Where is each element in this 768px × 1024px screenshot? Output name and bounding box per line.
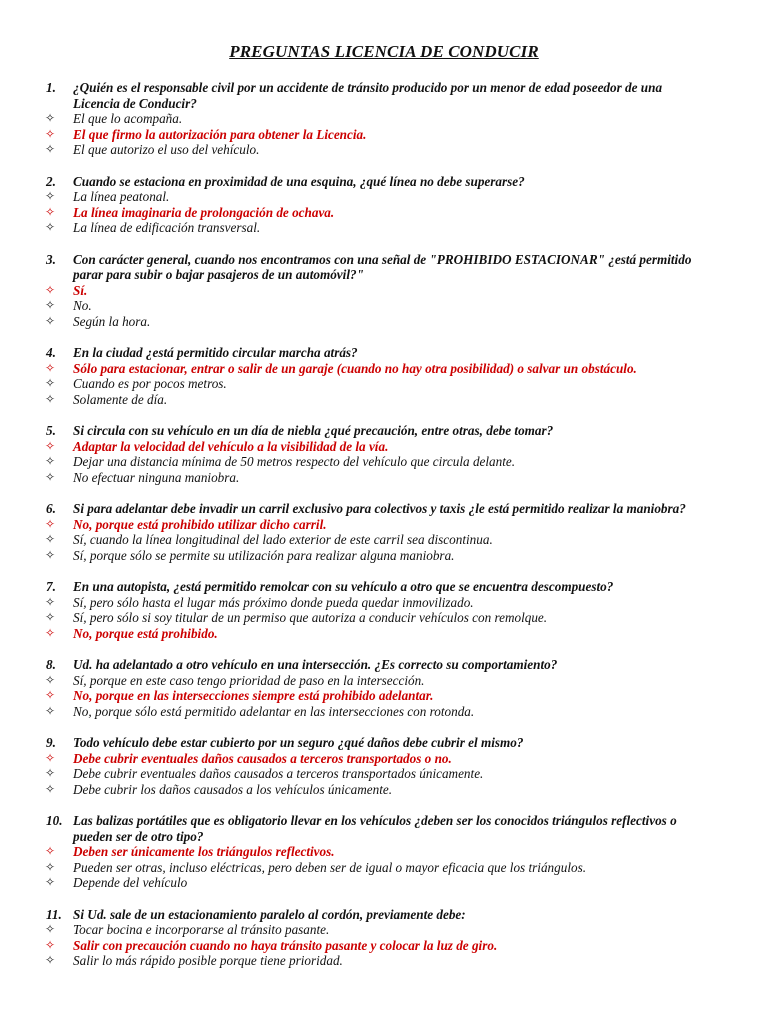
star-bullet-icon: ✧ — [45, 313, 56, 328]
document-title: PREGUNTAS LICENCIA DE CONDUCIR — [229, 42, 539, 61]
question-item — [0, 345, 768, 407]
answer-text: Dejar una distancia mínima de 50 metros respecto del vehículo que circula delante. — [73, 454, 516, 469]
answer-option — [0, 922, 768, 938]
answer-option — [0, 595, 768, 611]
star-bullet-icon: ✧ — [45, 516, 56, 531]
answer-option — [0, 548, 768, 564]
answer-option-correct — [0, 844, 768, 860]
answer-option — [0, 470, 768, 486]
answer-text: El que firmo la autorización para obtener la Licencia. — [73, 126, 367, 142]
answer-text: Sí, porque en este caso tengo prioridad de paso en la intersección. — [73, 672, 425, 688]
question-body: Si circula con su vehículo en un día de niebla ¿qué precaución, entre otras, debe tomar? — [73, 423, 554, 438]
star-bullet-icon: ✧ — [45, 766, 56, 780]
answer-option-correct — [0, 517, 768, 533]
star-bullet-icon: ✧ — [45, 610, 56, 624]
answer-text: La línea de edificación transversal. — [73, 220, 261, 235]
star-bullet-icon: ✧ — [45, 376, 56, 390]
star-bullet-icon: ✧ — [45, 688, 56, 702]
question-item — [0, 423, 768, 485]
answer-option — [0, 704, 768, 720]
answer-option — [0, 376, 768, 392]
star-bullet-icon: ✧ — [45, 532, 56, 546]
star-bullet-icon: ✧ — [45, 220, 56, 234]
answer-option — [0, 532, 768, 548]
question-text — [0, 907, 768, 923]
question-text — [0, 252, 768, 283]
answer-text: Adaptar la velocidad del vehículo a la visibilidad de la vía. — [73, 438, 389, 454]
answer-option-correct — [0, 283, 768, 299]
question-item — [0, 907, 768, 969]
question-item — [0, 735, 768, 797]
star-bullet-icon: ✧ — [45, 282, 56, 297]
star-bullet-icon: ✧ — [45, 111, 56, 125]
answer-option — [0, 454, 768, 470]
answer-text: Sí, pero sólo si soy titular de un permiso que autoriza a conducir vehículos con remolque. — [73, 610, 548, 625]
star-bullet-icon: ✧ — [45, 142, 56, 156]
star-bullet-icon: ✧ — [45, 454, 56, 468]
star-bullet-icon: ✧ — [45, 953, 56, 967]
question-number: 2. — [46, 173, 56, 189]
answer-option — [0, 673, 768, 689]
answer-text: No. — [73, 298, 92, 313]
question-item — [0, 579, 768, 641]
answer-option-correct — [0, 205, 768, 221]
question-body: Ud. ha adelantado a otro vehículo en una intersección. ¿Es correcto su comportamiento? — [73, 657, 558, 672]
answer-option — [0, 875, 768, 891]
answer-text: Depende del vehículo — [73, 875, 188, 890]
answer-text: Salir lo más rápido posible porque tiene prioridad. — [73, 953, 343, 968]
answer-option-correct — [0, 688, 768, 704]
answer-option — [0, 953, 768, 969]
answer-option-correct — [0, 439, 768, 455]
answer-text: Sí, pero sólo hasta el lugar más próximo donde pueda quedar inmovilizado. — [73, 594, 474, 610]
answer-text: La línea peatonal. — [73, 189, 170, 204]
answer-option — [0, 111, 768, 127]
question-number: 5. — [46, 423, 56, 438]
question-number: 7. — [46, 579, 56, 594]
star-bullet-icon: ✧ — [45, 859, 56, 874]
answer-text: No, porque está prohibido utilizar dicho carril. — [73, 516, 327, 532]
star-bullet-icon: ✧ — [45, 469, 56, 484]
answer-text: La línea imaginaria de prolongación de ochava. — [73, 204, 335, 220]
question-body: Cuando se estaciona en proximidad de una esquina, ¿qué línea no debe superarse? — [73, 173, 525, 189]
star-bullet-icon: ✧ — [45, 750, 56, 765]
question-number: 3. — [46, 251, 56, 267]
question-body: En la ciudad ¿está permitido circular marcha atrás? — [73, 345, 358, 360]
answer-option — [0, 392, 768, 408]
question-body: Las balizas portátiles que es obligatorio llevar en los vehículos ¿deben ser los conocidos triángulos reflectivos o pueden ser de otro tipo? — [73, 813, 677, 844]
question-body: En una autopista, ¿está permitido remolcar con su vehículo a otro que se encuentra descompuesto? — [73, 579, 614, 594]
answer-text: No, porque en las intersecciones siempre está prohibido adelantar. — [73, 688, 434, 703]
answer-text: Cuando es por pocos metros. — [73, 376, 227, 391]
answer-text: No, porque está prohibido. — [73, 625, 218, 641]
star-bullet-icon: ✧ — [45, 360, 56, 375]
question-text — [0, 501, 768, 517]
star-bullet-icon: ✧ — [45, 547, 56, 562]
question-number: 4. — [46, 345, 56, 360]
answer-text: Debe cubrir eventuales daños causados a terceros transportados únicamente. — [73, 766, 484, 781]
answer-text: Tocar bocina e incorporarse al tránsito pasante. — [73, 922, 330, 937]
answer-option — [0, 860, 768, 876]
answer-option-correct — [0, 626, 768, 642]
star-bullet-icon: ✧ — [45, 844, 56, 858]
question-text — [0, 735, 768, 751]
answer-option — [0, 298, 768, 314]
answer-option — [0, 610, 768, 626]
star-bullet-icon: ✧ — [45, 298, 56, 312]
question-number: 10. — [46, 813, 63, 828]
question-number: 6. — [46, 501, 56, 516]
question-number: 11. — [46, 906, 62, 922]
question-text — [0, 579, 768, 595]
answer-text: No, porque sólo está permitido adelantar en las intersecciones con rotonda. — [73, 703, 475, 719]
star-bullet-icon: ✧ — [45, 594, 56, 609]
star-bullet-icon: ✧ — [45, 875, 56, 889]
question-item — [0, 813, 768, 891]
question-body: Con carácter general, cuando nos encontramos con una señal de "PROHIBIDO ESTACIONAR" ¿está permitido parar para subir o bajar pasajeros de un automóvil?" — [73, 251, 692, 282]
answer-text: El que lo acompaña. — [73, 111, 183, 126]
star-bullet-icon: ✧ — [45, 204, 56, 219]
answer-text: Debe cubrir los daños causados a los vehículos únicamente. — [73, 781, 393, 797]
question-list — [0, 80, 768, 985]
answer-text: Pueden ser otras, incluso eléctricas, pero deben ser de igual o mayor eficacia que los triángulos. — [73, 859, 587, 875]
answer-text: Deben ser únicamente los triángulos reflectivos. — [73, 844, 335, 859]
answer-option — [0, 189, 768, 205]
star-bullet-icon: ✧ — [45, 438, 56, 453]
question-item — [0, 80, 768, 158]
answer-option — [0, 220, 768, 236]
question-text — [0, 657, 768, 673]
answer-text: No efectuar ninguna maniobra. — [73, 469, 240, 485]
answer-option — [0, 314, 768, 330]
question-number: 9. — [46, 735, 56, 750]
question-item — [0, 252, 768, 330]
answer-text: Según la hora. — [73, 313, 151, 329]
answer-text: Sí, cuando la línea longitudinal del lado exterior de este carril sea discontinua. — [73, 532, 493, 547]
answer-text: Salir con precaución cuando no haya tránsito pasante y colocar la luz de giro. — [73, 937, 498, 953]
question-number: 1. — [46, 80, 56, 95]
question-number: 8. — [46, 657, 56, 672]
answer-text: Sí, porque sólo se permite su utilización para realizar alguna maniobra. — [73, 547, 455, 563]
question-text — [0, 813, 768, 844]
question-item — [0, 657, 768, 719]
answer-option-correct — [0, 127, 768, 143]
question-body: Si Ud. sale de un estacionamiento paralelo al cordón, previamente debe: — [73, 906, 466, 922]
star-bullet-icon: ✧ — [45, 922, 56, 936]
star-bullet-icon: ✧ — [45, 189, 56, 203]
question-item — [0, 174, 768, 236]
answer-text: Debe cubrir eventuales daños causados a terceros transportados o no. — [73, 750, 452, 766]
star-bullet-icon: ✧ — [45, 126, 56, 141]
question-body: Todo vehículo debe estar cubierto por un seguro ¿qué daños debe cubrir el mismo? — [73, 735, 524, 750]
answer-text: Solamente de día. — [73, 391, 168, 407]
question-body: ¿Quién es el responsable civil por un accidente de tránsito producido por un menor de edad poseedor de una Licencia de Conducir? — [73, 80, 663, 111]
answer-option-correct — [0, 361, 768, 377]
question-text — [0, 174, 768, 190]
answer-text: Sólo para estacionar, entrar o salir de un garaje (cuando no hay otra posibilidad) o salvar un obstáculo. — [73, 360, 637, 376]
star-bullet-icon: ✧ — [45, 703, 56, 718]
answer-option — [0, 782, 768, 798]
question-item — [0, 501, 768, 563]
star-bullet-icon: ✧ — [45, 937, 56, 952]
answer-text: Sí. — [73, 282, 88, 298]
question-text — [0, 423, 768, 439]
answer-option — [0, 766, 768, 782]
star-bullet-icon: ✧ — [45, 781, 56, 796]
question-body: Si para adelantar debe invadir un carril exclusivo para colectivos y taxis ¿le está permitido realizar la maniobra? — [73, 501, 686, 516]
question-text — [0, 345, 768, 361]
question-text — [0, 80, 768, 111]
answer-option-correct — [0, 938, 768, 954]
answer-option — [0, 142, 768, 158]
star-bullet-icon: ✧ — [45, 625, 56, 640]
answer-option-correct — [0, 751, 768, 767]
answer-text: El que autorizo el uso del vehículo. — [73, 142, 260, 157]
star-bullet-icon: ✧ — [45, 391, 56, 406]
star-bullet-icon: ✧ — [45, 672, 56, 687]
